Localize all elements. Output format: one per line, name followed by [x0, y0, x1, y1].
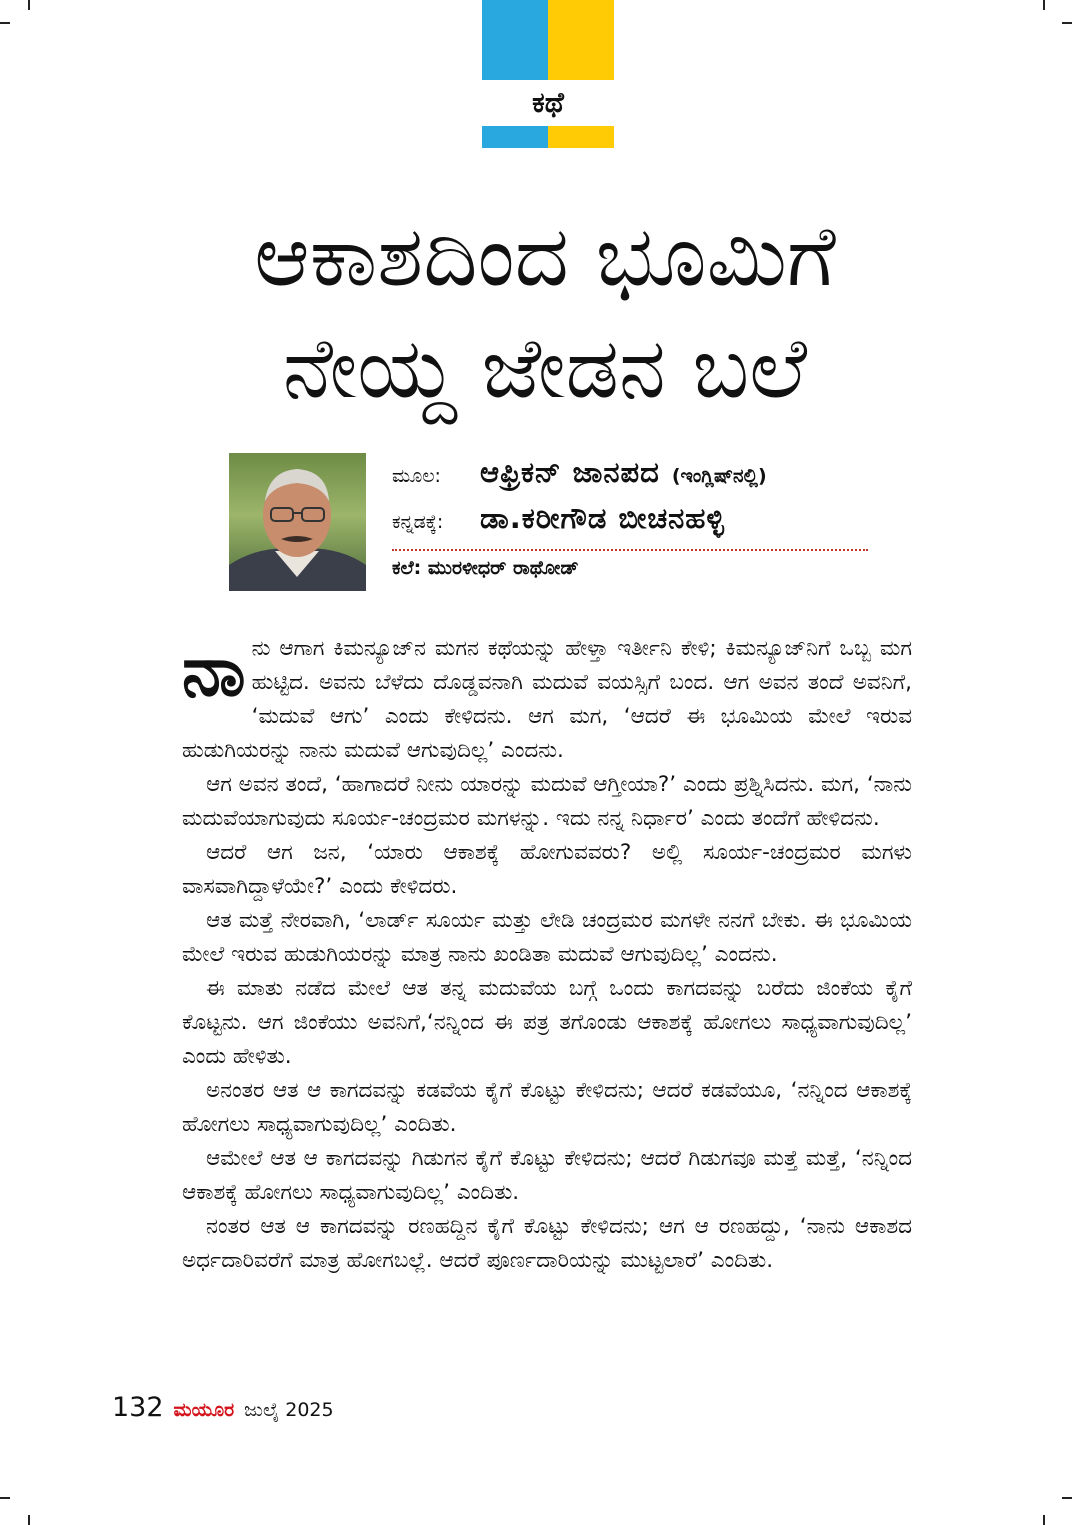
- translator-value: ಡಾ.ಕರೀಗೌಡ ಬೀಚನಹಳ್ಳಿ: [480, 501, 725, 535]
- art-row: [392, 557, 872, 579]
- portrait-illustration: [229, 453, 366, 591]
- page-number: 132: [112, 1392, 164, 1423]
- crop-mark: [28, 0, 30, 10]
- story-paragraph: ಆಮೇಲೆ ಆತ ಆ ಕಾಗದವನ್ನು ಗಿಡುಗನ ಕೈಗೆ ಕೊಟ್ಟು ಕೇಳಿದನು; ಆದರೆ ಗಿಡುಗವೂ ಮತ್ತೆ ಮತ್ತೆ, ‘ನನ್ನಿಂದ ಆಕಾಶಕ್ಕೆ ಹೋಗಲು ಸಾಧ್ಯವಾಗುವುದಿಲ್ಲ’ ಎಂದಿತು.: [182, 1146, 912, 1205]
- dotted-divider: [392, 549, 868, 551]
- art-label: ಕಲೆ:: [392, 557, 422, 579]
- blue-bar: [482, 0, 548, 80]
- story-paragraph: ನಾನು ಆಗಾಗ ಕಿಮನ್ಯೂಜ್‌ನ ಮಗನ ಕಥೆಯನ್ನು ಹೇಳ್ತಾ ಇರ್ತೀನಿ ಕೇಳಿ; ಕಿಮನ್ಯೂಜ್‌ನಿಗೆ ಒಬ್ಬ ಮಗ ಹುಟ್ಟಿದ. ಅವನು ಬೆಳೆದು ದೊಡ್ಡವನಾಗಿ ಮದುವೆ ವಯಸ್ಸಿಗೆ ಬಂದ. ಆಗ ಅವನ ತಂದೆ ಅವನಿಗೆ, ‘ಮದುವೆ ಆಗು’ ಎಂದು ಕೇಳಿದನು. ಆಗ ಮಗ, ‘ಆದರೆ ಈ ಭೂಮಿಯ ಮೇಲೆ ಇರುವ ಹುಡುಗಿಯರನ್ನು ನಾನು ಮದುವೆ ಆಗುವುದಿಲ್ಲ’ ಎಂದನು.: [182, 630, 912, 763]
- art-value: ಮುರಳೀಧರ್ ರಾಥೋಡ್: [427, 557, 579, 579]
- source-value: ಆಫ್ರಿಕನ್ ಜಾನಪದ: [480, 455, 660, 489]
- crop-mark: [0, 22, 10, 24]
- crop-mark: [1043, 1515, 1045, 1525]
- story-paragraph: ನಂತರ ಆತ ಆ ಕಾಗದವನ್ನು ರಣಹದ್ದಿನ ಕೈಗೆ ಕೊಟ್ಟು ಕೇಳಿದನು; ಆಗ ಆ ರಣಹದ್ದು, ‘ನಾನು ಆಕಾಶದ ಅರ್ಧದಾರಿವರೆಗೆ ಮಾತ್ರ ಹೋಗಬಲ್ಲೆ. ಆದರೆ ಪೂರ್ಣದಾರಿಯನ್ನು ಮುಟ್ಟಲಾರೆ’ ಎಂದಿತು.: [182, 1214, 912, 1273]
- crop-mark: [0, 1497, 10, 1499]
- issue-date: ಜುಲೈ 2025: [244, 1399, 334, 1421]
- title-line-2: ನೇಯ್ದ ಜೇಡನ ಬಲೆ: [282, 319, 808, 417]
- crop-mark: [1043, 0, 1045, 10]
- yellow-bar: [548, 0, 614, 80]
- story-body: [182, 632, 912, 1278]
- section-color-bar-bottom: [482, 126, 614, 148]
- translator-row: [392, 501, 872, 547]
- yellow-bar: [548, 126, 614, 148]
- drop-cap: ನಾ: [182, 630, 246, 712]
- story-paragraph: ಆದರೆ ಆಗ ಜನ, ‘ಯಾರು ಆಕಾಶಕ್ಕೆ ಹೋಗುವವರು? ಅಲ್ಲಿ ಸೂರ್ಯ-ಚಂದ್ರಮರ ಮಗಳು ವಾಸವಾಗಿದ್ದಾಳೆಯೇ?’ ಎಂದು ಕೇಳಿದರು.: [182, 840, 912, 899]
- story-paragraph: ಈ ಮಾತು ನಡೆದ ಮೇಲೆ ಆತ ತನ್ನ ಮದುವೆಯ ಬಗ್ಗೆ ಒಂದು ಕಾಗದವನ್ನು ಬರೆದು ಜಿಂಕೆಯ ಕೈಗೆ ಕೊಟ್ಟನು. ಆಗ ಜಿಂಕೆಯು ಅವನಿಗೆ,‘ನನ್ನಿಂದ ಈ ಪತ್ರ ತಗೊಂಡು ಆಕಾಶಕ್ಕೆ ಹೋಗಲು ಸಾಧ್ಯವಾಗುವುದಿಲ್ಲ’ ಎಂದು ಹೇಳಿತು.: [182, 976, 912, 1069]
- story-paragraph: ಅನಂತರ ಆತ ಆ ಕಾಗದವನ್ನು ಕಡವೆಯ ಕೈಗೆ ಕೊಟ್ಟು ಕೇಳಿದನು; ಆದರೆ ಕಡವೆಯೂ, ‘ನನ್ನಿಂದ ಆಕಾಶಕ್ಕೆ ಹೋಗಲು ಸಾಧ್ಯವಾಗುವುದಿಲ್ಲ’ ಎಂದಿತು.: [182, 1078, 912, 1137]
- story-title: [120, 200, 970, 424]
- source-note: (ಇಂಗ್ಲಿಷ್‌ನಲ್ಲಿ): [671, 465, 767, 487]
- author-photo: [229, 453, 366, 591]
- title-line-1: ಆಕಾಶದಿಂದ ಭೂಮಿಗೆ: [254, 207, 836, 305]
- magazine-name: ಮಯೂರ: [173, 1399, 235, 1421]
- story-paragraph: ಆತ ಮತ್ತೆ ನೇರವಾಗಿ, ‘ಲಾರ್ಡ್ ಸೂರ್ಯ ಮತ್ತು ಲೇಡಿ ಚಂದ್ರಮರ ಮಗಳೇ ನನಗೆ ಬೇಕು. ಈ ಭೂಮಿಯ ಮೇಲೆ ಇರುವ ಹುಡುಗಿಯರನ್ನು ಮಾತ್ರ ನಾನು ಖಂಡಿತಾ ಮದುವೆ ಆಗುವುದಿಲ್ಲ’ ಎಂದನು.: [182, 908, 912, 967]
- crop-mark: [28, 1515, 30, 1525]
- source-label: ಮೂಲ:: [392, 465, 441, 487]
- source-row: [392, 455, 872, 501]
- section-color-bar-top: [482, 0, 614, 80]
- section-header: [482, 0, 614, 150]
- section-label: ಕಥೆ: [532, 86, 564, 119]
- story-credits: [392, 455, 872, 579]
- crop-mark: [1062, 22, 1072, 24]
- crop-mark: [1062, 1497, 1072, 1499]
- page-footer: [112, 1392, 334, 1423]
- story-paragraph: ಆಗ ಅವನ ತಂದೆ, ‘ಹಾಗಾದರೆ ನೀನು ಯಾರನ್ನು ಮದುವೆ ಆಗ್ತೀಯಾ?’ ಎಂದು ಪ್ರಶ್ನಿಸಿದನು. ಮಗ, ‘ನಾನು ಮದುವೆಯಾಗುವುದು ಸೂರ್ಯ-ಚಂದ್ರಮರ ಮಗಳನ್ನು. ಇದು ನನ್ನ ನಿರ್ಧಾರ’ ಎಂದು ತಂದೆಗೆ ಹೇಳಿದನು.: [182, 772, 912, 831]
- translator-label: ಕನ್ನಡಕ್ಕೆ:: [392, 511, 444, 533]
- blue-bar: [482, 126, 548, 148]
